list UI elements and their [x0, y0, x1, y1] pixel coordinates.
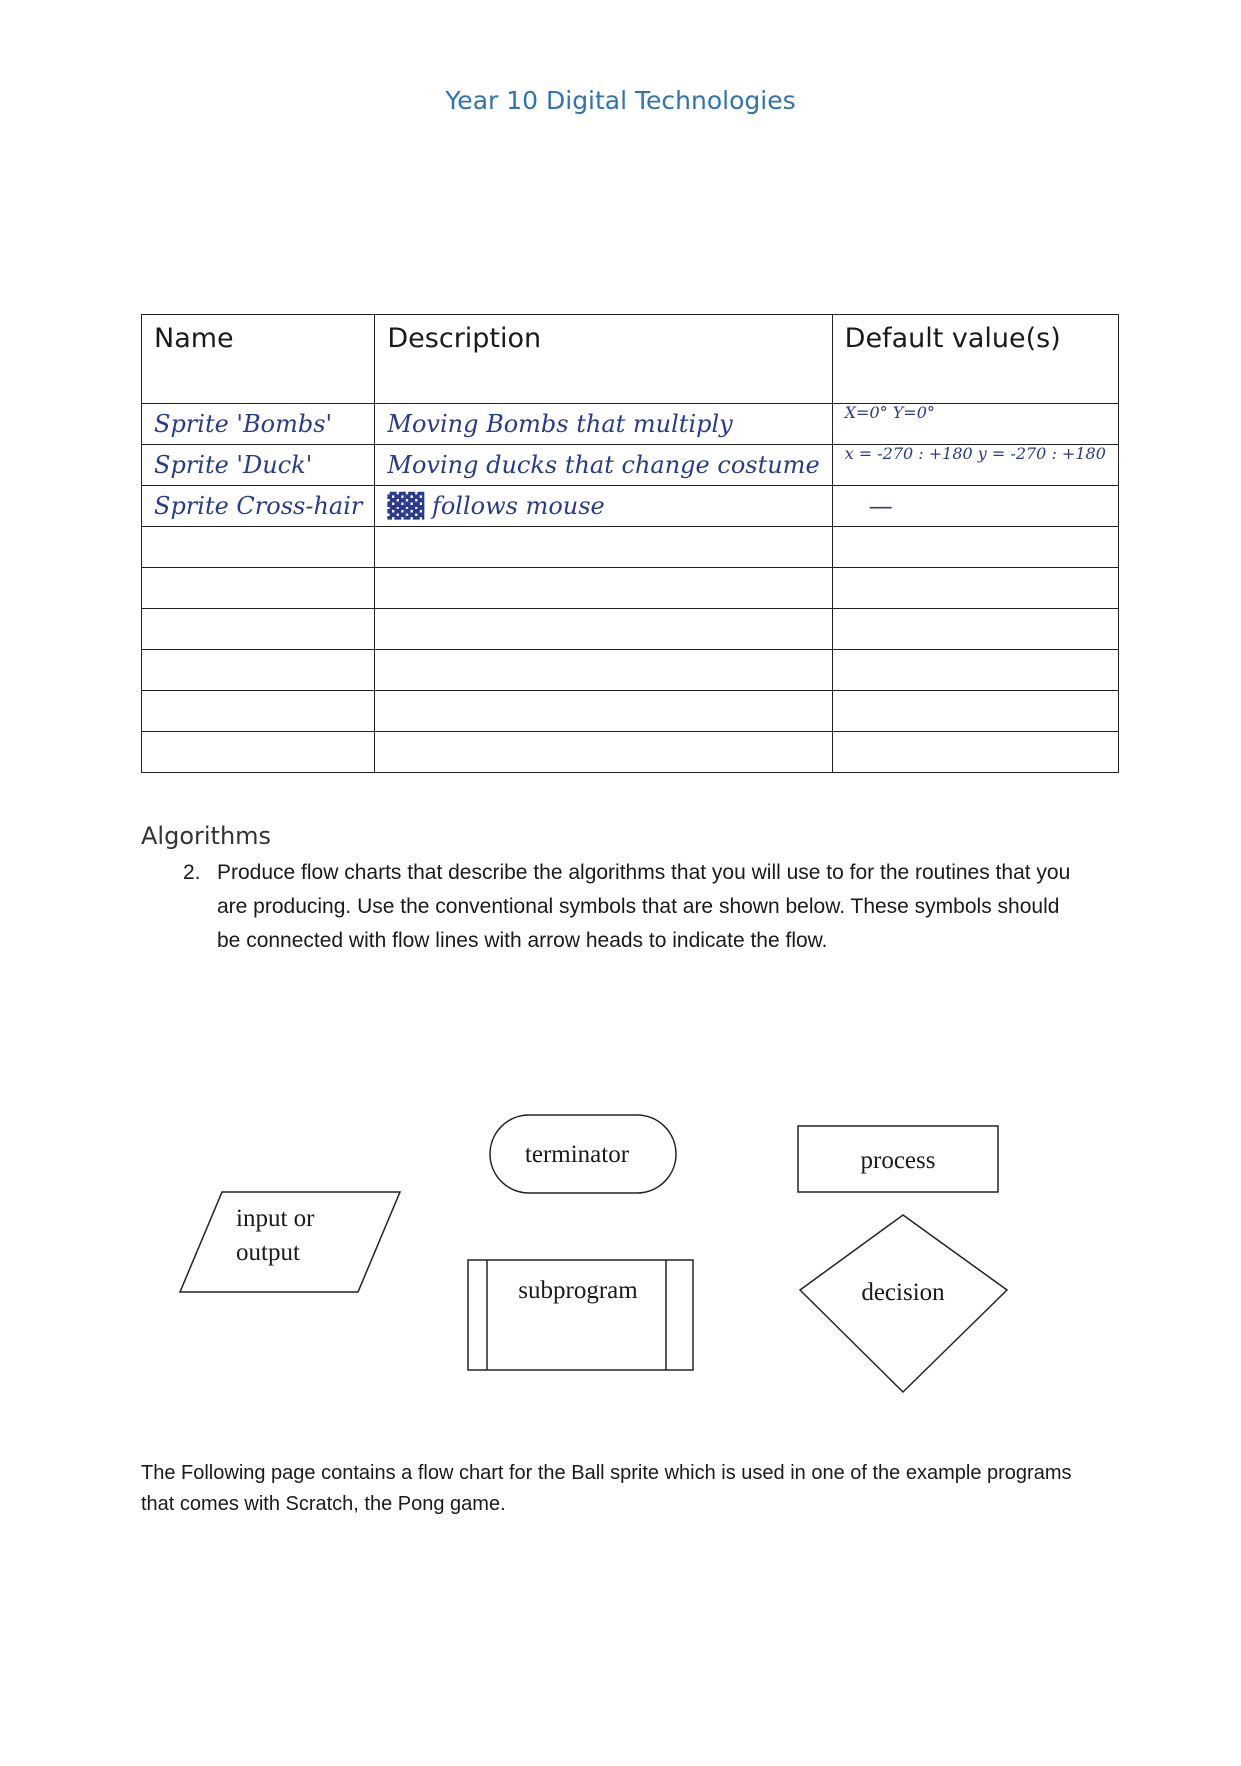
table-row	[142, 732, 1119, 773]
cell-default	[832, 527, 1118, 568]
io-label-line1: input or	[236, 1205, 315, 1232]
table-header-row	[142, 315, 1119, 404]
page-header-title: Year 10 Digital Technologies	[445, 86, 796, 115]
cell-default: X=0° Y=0°	[832, 404, 1118, 445]
cell-description	[375, 568, 832, 609]
cell-description	[375, 486, 832, 527]
cell-default	[832, 732, 1118, 773]
cell-default	[832, 609, 1118, 650]
column-header-name: Name	[142, 315, 375, 404]
cell-description	[375, 527, 832, 568]
algorithms-heading: Algorithms	[141, 822, 272, 850]
input-output-symbol	[180, 1192, 400, 1292]
cell-description	[375, 732, 832, 773]
terminator-symbol	[490, 1115, 676, 1193]
column-header-default-values: Default value(s)	[832, 315, 1118, 404]
cell-name	[142, 527, 375, 568]
cell-name: Sprite Cross-hair	[142, 486, 375, 527]
cell-description: Moving Bombs that multiply	[375, 404, 832, 445]
cell-description	[375, 691, 832, 732]
cell-name	[142, 609, 375, 650]
table-row	[142, 404, 1119, 445]
cell-name: Sprite 'Bombs'	[142, 404, 375, 445]
scribbled-out-word: ▓▓	[387, 492, 425, 520]
cell-default	[832, 568, 1118, 609]
cell-name	[142, 568, 375, 609]
decision-symbol	[800, 1215, 1007, 1392]
table-row	[142, 445, 1119, 486]
cell-name	[142, 691, 375, 732]
list-item-number: 2.	[183, 861, 201, 884]
sprite-table	[141, 314, 1119, 773]
footer-note: The Following page contains a flow chart for the Ball sprite which is used in one of the example programs that comes with Scratch, the Pong game.	[141, 1462, 1072, 1515]
terminator-label: terminator	[524, 1141, 630, 1168]
process-symbol	[798, 1126, 998, 1192]
decision-label: decision	[861, 1279, 945, 1306]
flowchart-symbols	[0, 1080, 1241, 1420]
io-label-line2: output	[236, 1239, 300, 1266]
cell-description	[375, 609, 832, 650]
table-row	[142, 650, 1119, 691]
cell-name: Sprite 'Duck'	[142, 445, 375, 486]
subprogram-label: subprogram	[518, 1277, 638, 1304]
cell-description	[375, 650, 832, 691]
process-label: process	[860, 1147, 936, 1174]
cell-description: Moving ducks that change costume	[375, 445, 832, 486]
column-header-description: Description	[375, 315, 832, 404]
table-row	[142, 568, 1119, 609]
cell-default	[832, 691, 1118, 732]
cell-default	[832, 650, 1118, 691]
table-row	[142, 691, 1119, 732]
cell-description-text: follows mouse	[431, 492, 605, 520]
table-row	[142, 486, 1119, 527]
cell-name	[142, 732, 375, 773]
cell-name	[142, 650, 375, 691]
table-row	[142, 527, 1119, 568]
list-item-text: Produce flow charts that describe the algorithms that you will use to for the routines that you are producing. Use the conventional symbols that are shown below. These symbols should be connected with flow lines with arrow heads to indicate the flow.	[217, 861, 1071, 952]
cell-default: —	[832, 486, 1118, 527]
table-row	[142, 609, 1119, 650]
subprogram-symbol	[468, 1260, 693, 1370]
cell-default: x = -270 : +180 y = -270 : +180	[832, 445, 1118, 486]
